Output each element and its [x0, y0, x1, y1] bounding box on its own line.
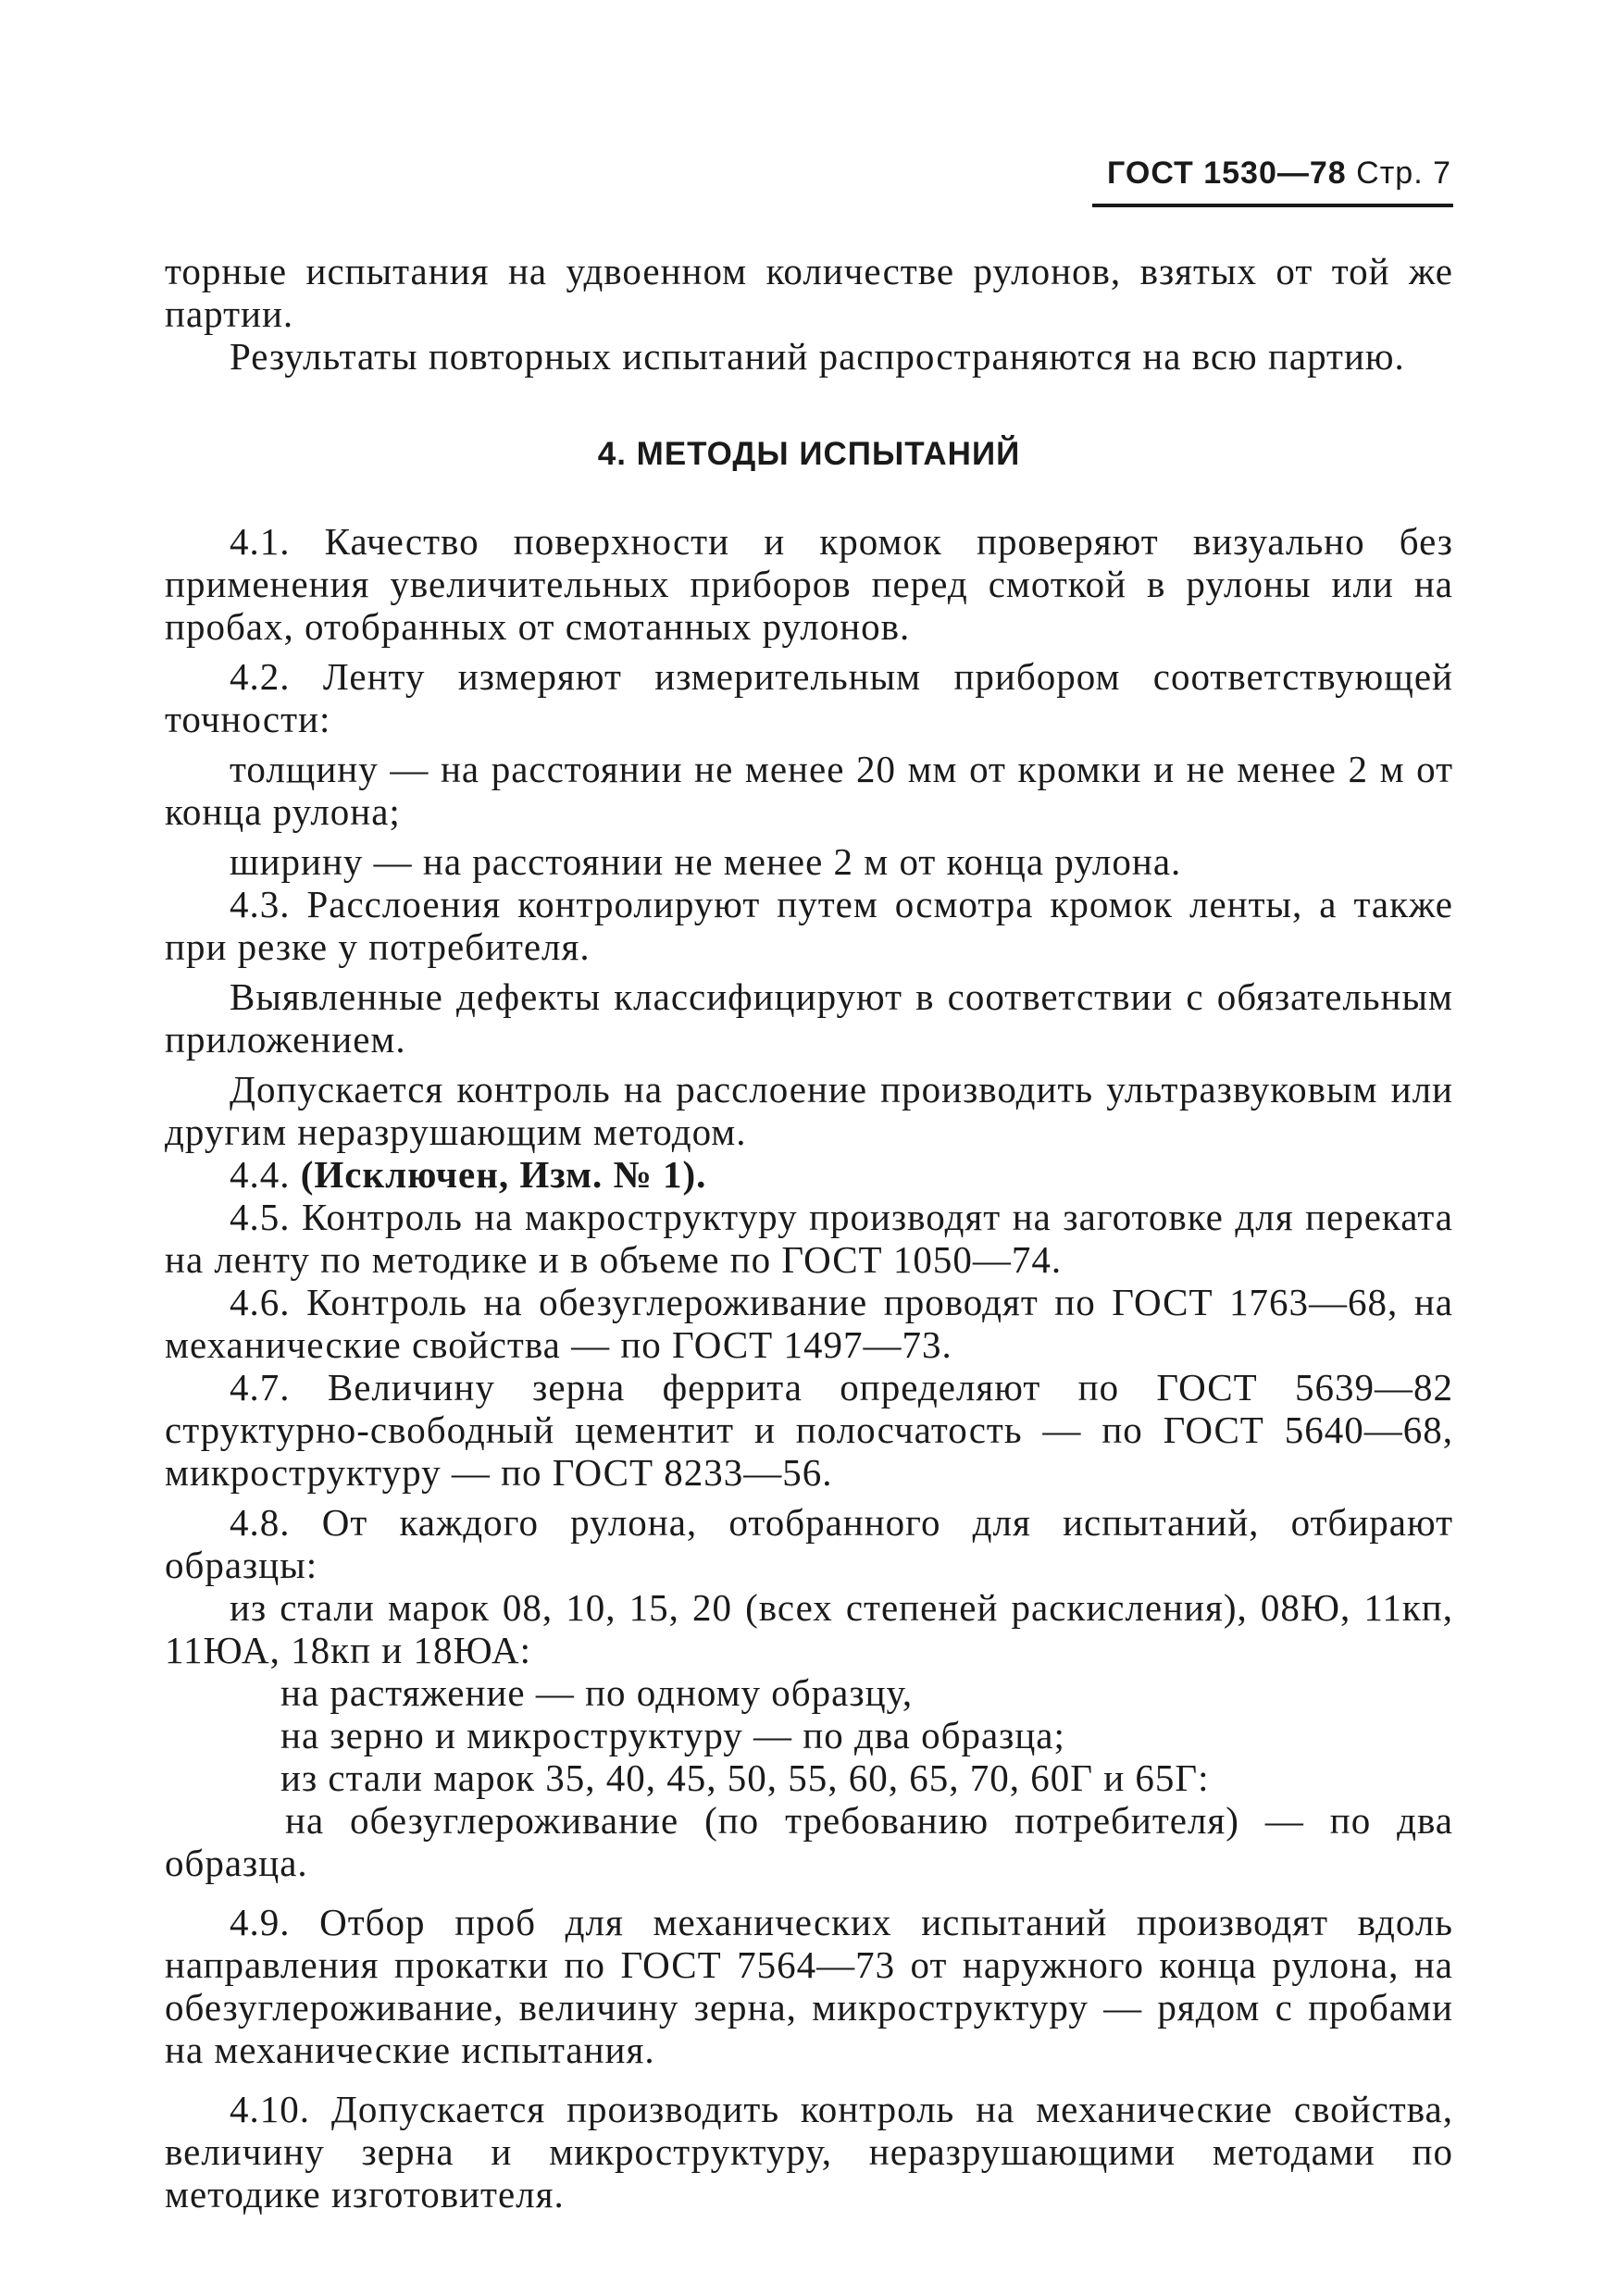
clause-4-9: 4.9. Отбор проб для механических испытаний производят вдоль направления прокатки по ГОСТ 7564—73 от наружного конца рулона, на обезуглероживание, величину зерна, микроструктуру — рядом с пробами на механические испытания. [165, 1901, 1453, 2071]
clause-4-4-number: 4.4. [230, 1153, 291, 1196]
intro-paragraph-1: торные испытания на удвоенном количестве рулонов, взятых от той же партии. [165, 250, 1453, 335]
clause-4-8-grain: на зерно и микроструктуру — по два образца; [280, 1714, 1065, 1756]
clause-4-8-steel-group-b: из стали марок 35, 40, 45, 50, 55, 60, 65, 70, 60Г и 65Г: [280, 1756, 1210, 1799]
clause-4-6: 4.6. Контроль на обезуглероживание проводят по ГОСТ 1763—68, на механические свойства — по ГОСТ 1497—73. [165, 1281, 1453, 1366]
clause-4-3-ultrasonic: Допускается контроль на расслоение производить ультразвуковым или другим неразрушающим методом. [165, 1068, 1453, 1153]
clause-4-3-defects: Выявленные дефекты классифицируют в соответствии с обязательным приложением. [165, 975, 1453, 1061]
clause-4-10: 4.10. Допускается производить контроль на механические свойства, величину зерна и микроструктуру, неразрушающими методами по методике изготовителя. [165, 2088, 1453, 2215]
clause-4-4-excluded: (Исключен, Изм. № 1). [300, 1153, 707, 1196]
clause-4-4 [165, 1153, 1453, 1196]
clause-4-8-decarburization: на обезуглероживание (по требованию потребителя) — по два образца. [165, 1799, 1453, 1884]
page-number: Стр. 7 [1356, 155, 1451, 191]
clause-4-2-thickness: толщину — на расстоянии не менее 20 мм от кромки и не менее 2 м от конца рулона; [165, 748, 1453, 833]
section-title: 4. МЕТОДЫ ИСПЫТАНИЙ [597, 436, 1021, 472]
clause-4-2: 4.2. Ленту измеряют измерительным прибором соответствующей точности: [165, 655, 1453, 740]
header-rule [1092, 204, 1453, 207]
clause-4-8-steel-group-a: из стали марок 08, 10, 15, 20 (всех степеней раскисления), 08Ю, 11кп, 11ЮА, 18кп и 18ЮА: [165, 1586, 1453, 1671]
intro-paragraph-2: Результаты повторных испытаний распространяются на всю партию. [230, 335, 1405, 378]
clause-4-7: 4.7. Величину зерна феррита определяют по ГОСТ 5639—82 структурно-свободный цементит и полосчатость — по ГОСТ 5640—68, микроструктуру — по ГОСТ 8233—56. [165, 1366, 1453, 1494]
clause-4-5: 4.5. Контроль на макроструктуру производят на заготовке для переката на ленту по методике и в объеме по ГОСТ 1050—74. [165, 1196, 1453, 1281]
clause-4-3: 4.3. Расслоения контролируют путем осмотра кромок ленты, а также при резке у потребителя. [165, 883, 1453, 968]
clause-4-8-tension: на растяжение — по одному образцу, [280, 1671, 914, 1714]
document-body [165, 250, 1453, 2215]
standard-number: ГОСТ 1530—78 [1107, 155, 1347, 191]
clause-4-8: 4.8. От каждого рулона, отобранного для испытаний, отбирают образцы: [165, 1501, 1453, 1586]
clause-4-1: 4.1. Качество поверхности и кромок проверяют визуально без применения увеличительных приборов перед смоткой в рулоны или на пробах, отобранных от смотанных рулонов. [165, 520, 1453, 648]
page-header [1107, 155, 1451, 192]
clause-4-2-width: ширину — на расстоянии не менее 2 м от конца рулона. [230, 840, 1182, 883]
